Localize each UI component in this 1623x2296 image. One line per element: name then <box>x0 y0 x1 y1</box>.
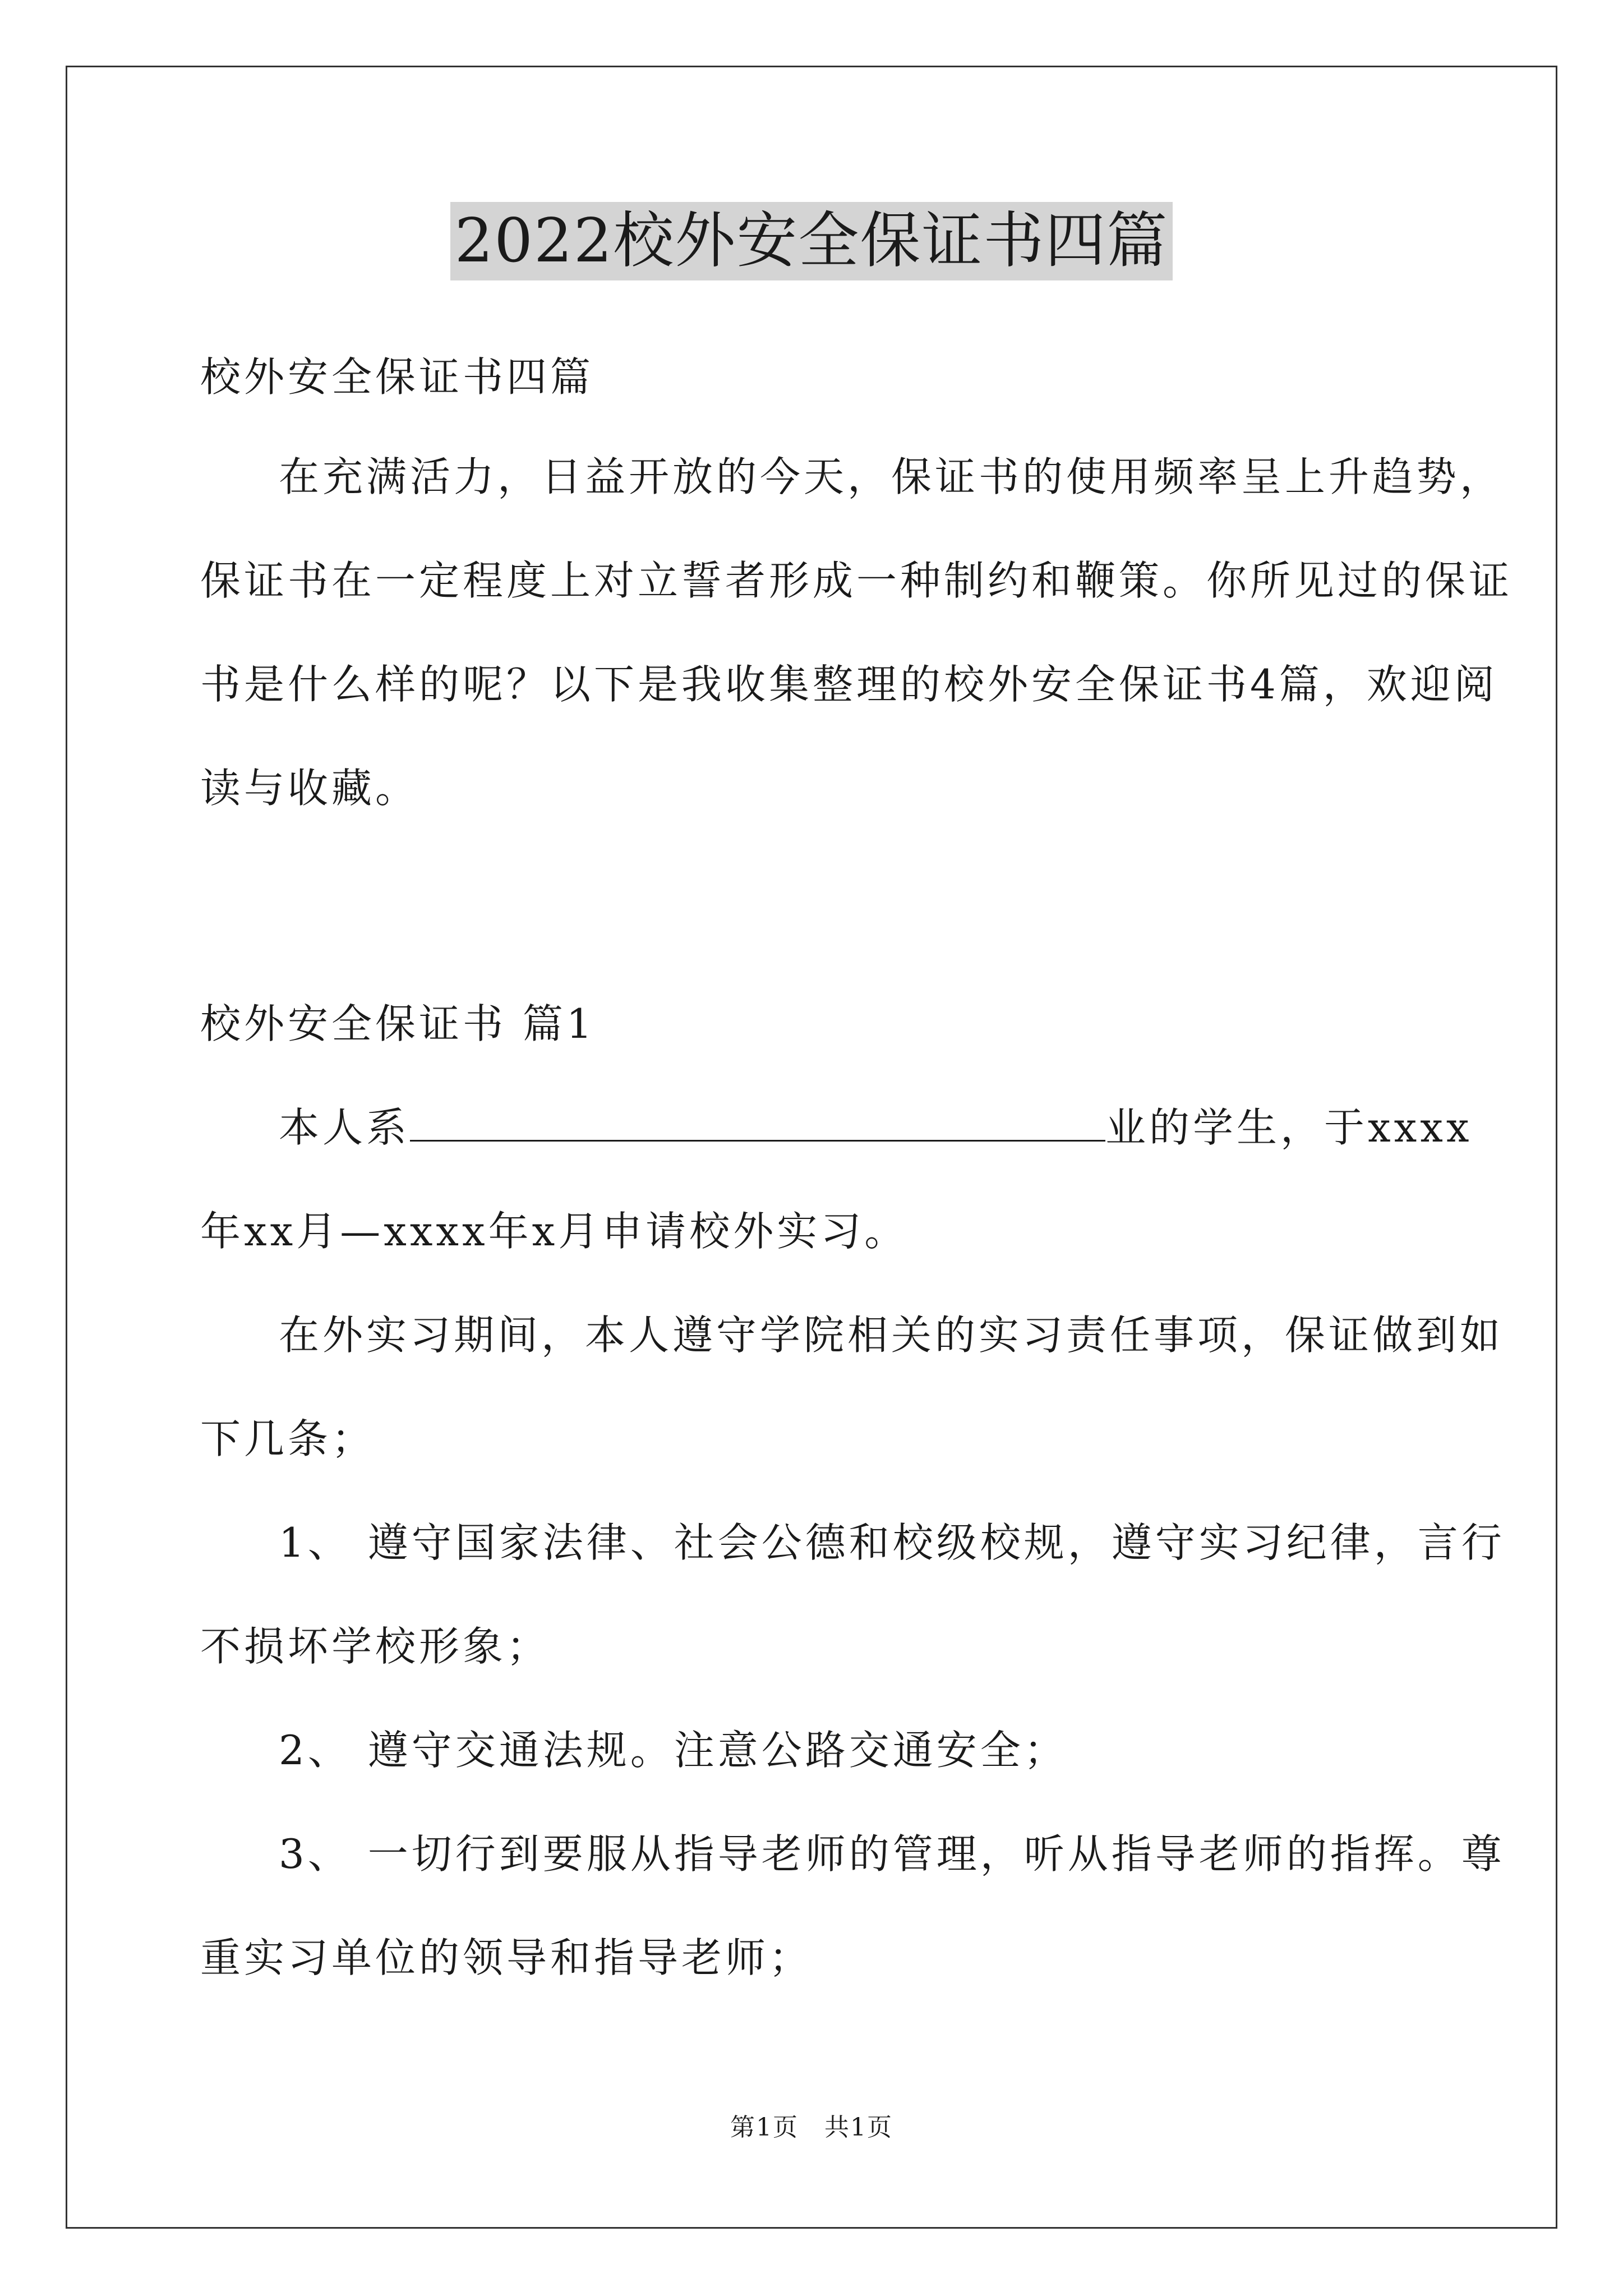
statement-line: 年xx月—xxxx年x月申请校外实习。 <box>200 1208 909 1255</box>
document-title: 2022校外安全保证书四篇 <box>450 202 1173 280</box>
intro-line: 在充满活力，日益开放的今天，保证书的使用频率呈上升趋势， <box>279 453 1504 500</box>
document-subtitle: 校外安全保证书四篇 <box>200 353 594 401</box>
practice-intro-line: 在外实习期间，本人遵守学院相关的实习责任事项，保证做到如 <box>279 1312 1504 1359</box>
list-item-1: 1、 遵守国家法律、社会公德和校级校规，遵守实习纪律，言行 <box>279 1519 1505 1566</box>
intro-line: 读与收藏。 <box>200 765 419 812</box>
major-blank-field <box>410 1105 1105 1142</box>
section-heading: 校外安全保证书 篇1 <box>200 1000 596 1047</box>
statement-line <box>279 1099 1473 1156</box>
intro-line: 书是什么样的呢？以下是我收集整理的校外安全保证书4篇，欢迎阅 <box>200 661 1498 708</box>
title-container <box>0 202 1623 280</box>
list-item-3-cont: 重实习单位的领导和指导老师； <box>200 1934 813 1981</box>
intro-line: 保证书在一定程度上对立誓者形成一种制约和鞭策。你所见过的保证 <box>200 557 1513 604</box>
page-footer: 第1页 共1页 <box>730 2113 893 2142</box>
list-item-3: 3、 一切行到要服从指导老师的管理，听从指导老师的指挥。尊 <box>279 1830 1505 1878</box>
list-item-1-cont: 不损坏学校形象； <box>200 1623 551 1670</box>
practice-intro-line: 下几条； <box>200 1415 376 1462</box>
statement-prefix: 本人系 <box>279 1104 411 1151</box>
list-item-2: 2、 遵守交通法规。注意公路交通安全； <box>279 1727 1068 1774</box>
statement-suffix: 业的学生，于xxxx <box>1105 1104 1473 1151</box>
